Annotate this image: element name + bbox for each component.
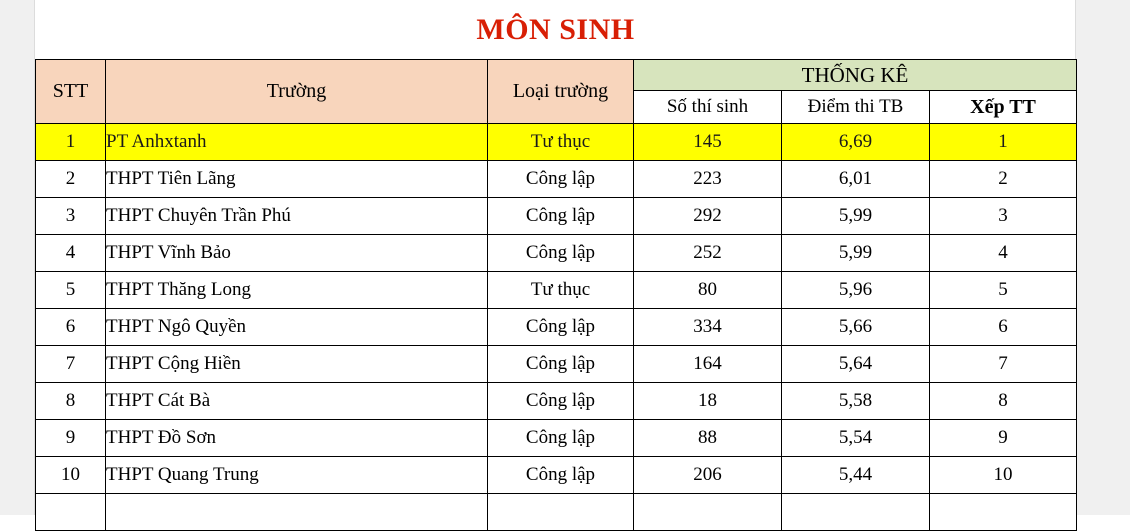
cell-average-score bbox=[782, 494, 930, 531]
column-header-rank: Xếp TT bbox=[930, 91, 1077, 124]
table-row[interactable] bbox=[36, 457, 1077, 494]
cell-school: THPT Ngô Quyền bbox=[106, 309, 488, 346]
cell-stt: 8 bbox=[36, 383, 106, 420]
cell-school: THPT Cộng Hiền bbox=[106, 346, 488, 383]
cell-candidates: 334 bbox=[634, 309, 782, 346]
table-row[interactable] bbox=[36, 309, 1077, 346]
cell-school: PT Anhxtanh bbox=[106, 124, 488, 161]
cell-rank bbox=[930, 494, 1077, 531]
cell-rank: 3 bbox=[930, 198, 1077, 235]
cell-rank: 6 bbox=[930, 309, 1077, 346]
cell-candidates: 18 bbox=[634, 383, 782, 420]
cell-average-score: 6,01 bbox=[782, 161, 930, 198]
cell-rank: 5 bbox=[930, 272, 1077, 309]
cell-stt: 6 bbox=[36, 309, 106, 346]
cell-candidates bbox=[634, 494, 782, 531]
left-margin-gutter bbox=[0, 0, 35, 515]
cell-candidates: 206 bbox=[634, 457, 782, 494]
cell-stt: 9 bbox=[36, 420, 106, 457]
cell-school-type: Công lập bbox=[488, 161, 634, 198]
table-row[interactable] bbox=[36, 346, 1077, 383]
column-header-candidates: Số thí sinh bbox=[634, 91, 782, 124]
cell-candidates: 164 bbox=[634, 346, 782, 383]
cell-candidates: 292 bbox=[634, 198, 782, 235]
column-header-average-score: Điểm thi TB bbox=[782, 91, 930, 124]
table-row[interactable] bbox=[36, 383, 1077, 420]
table-row[interactable] bbox=[36, 124, 1077, 161]
cell-school-type: Công lập bbox=[488, 309, 634, 346]
cell-school-type: Tư thục bbox=[488, 124, 634, 161]
cell-school: THPT Tiên Lãng bbox=[106, 161, 488, 198]
cell-school-type bbox=[488, 494, 634, 531]
cell-stt: 10 bbox=[36, 457, 106, 494]
column-header-school: Trường bbox=[106, 60, 488, 124]
cell-school-type: Công lập bbox=[488, 235, 634, 272]
cell-stt: 3 bbox=[36, 198, 106, 235]
cell-rank: 9 bbox=[930, 420, 1077, 457]
cell-school: THPT Thăng Long bbox=[106, 272, 488, 309]
column-header-stt: STT bbox=[36, 60, 106, 124]
cell-school: THPT Đồ Sơn bbox=[106, 420, 488, 457]
table-header bbox=[36, 60, 1077, 124]
column-header-school-type: Loại trường bbox=[488, 60, 634, 124]
cell-candidates: 252 bbox=[634, 235, 782, 272]
cell-stt: 1 bbox=[36, 124, 106, 161]
cell-school: THPT Chuyên Trần Phú bbox=[106, 198, 488, 235]
right-margin-gutter bbox=[1075, 0, 1130, 515]
cell-rank: 7 bbox=[930, 346, 1077, 383]
cell-rank: 4 bbox=[930, 235, 1077, 272]
cell-school-type: Công lập bbox=[488, 420, 634, 457]
column-header-statistics-group: THỐNG KÊ bbox=[634, 60, 1077, 91]
cell-school bbox=[106, 494, 488, 531]
cell-candidates: 145 bbox=[634, 124, 782, 161]
cell-rank: 1 bbox=[930, 124, 1077, 161]
table-row[interactable] bbox=[36, 198, 1077, 235]
cell-school: THPT Cát Bà bbox=[106, 383, 488, 420]
cell-rank: 10 bbox=[930, 457, 1077, 494]
statistics-table bbox=[35, 59, 1077, 531]
cell-stt: 7 bbox=[36, 346, 106, 383]
table-row[interactable] bbox=[36, 272, 1077, 309]
page-title: MÔN SINH bbox=[476, 13, 635, 46]
cell-stt: 2 bbox=[36, 161, 106, 198]
table-row[interactable] bbox=[36, 161, 1077, 198]
cell-average-score: 5,96 bbox=[782, 272, 930, 309]
cell-average-score: 5,99 bbox=[782, 198, 930, 235]
cell-average-score: 5,58 bbox=[782, 383, 930, 420]
cell-average-score: 5,44 bbox=[782, 457, 930, 494]
cell-stt: 4 bbox=[36, 235, 106, 272]
cell-school: THPT Vĩnh Bảo bbox=[106, 235, 488, 272]
cell-average-score: 5,54 bbox=[782, 420, 930, 457]
cell-school-type: Công lập bbox=[488, 457, 634, 494]
table-row[interactable] bbox=[36, 235, 1077, 272]
cell-rank: 8 bbox=[930, 383, 1077, 420]
cell-school-type: Công lập bbox=[488, 198, 634, 235]
cell-school: THPT Quang Trung bbox=[106, 457, 488, 494]
table-row[interactable] bbox=[36, 420, 1077, 457]
cell-candidates: 223 bbox=[634, 161, 782, 198]
cell-average-score: 5,64 bbox=[782, 346, 930, 383]
cell-school-type: Tư thục bbox=[488, 272, 634, 309]
document-content bbox=[35, 0, 1076, 515]
cell-school-type: Công lập bbox=[488, 346, 634, 383]
cell-school-type: Công lập bbox=[488, 383, 634, 420]
table-body bbox=[36, 124, 1077, 531]
cell-rank: 2 bbox=[930, 161, 1077, 198]
cell-candidates: 88 bbox=[634, 420, 782, 457]
table-row-partial bbox=[36, 494, 1077, 531]
cell-candidates: 80 bbox=[634, 272, 782, 309]
cell-average-score: 6,69 bbox=[782, 124, 930, 161]
cell-average-score: 5,66 bbox=[782, 309, 930, 346]
cell-stt: 5 bbox=[36, 272, 106, 309]
cell-average-score: 5,99 bbox=[782, 235, 930, 272]
cell-stt bbox=[36, 494, 106, 531]
